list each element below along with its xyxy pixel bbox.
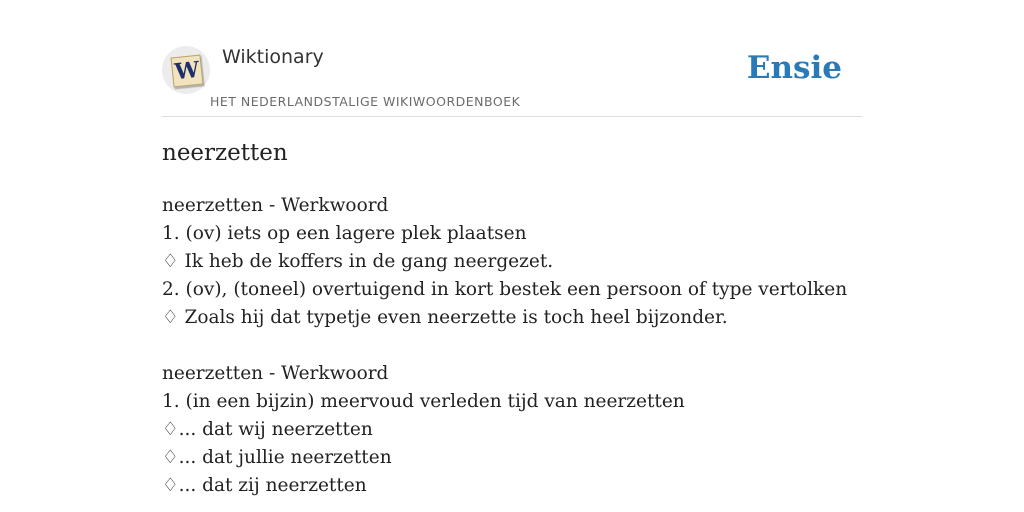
example-line: ♢ Ik heb de koffers in de gang neergezet. [162,251,554,272]
example-line: ♢ Zoals hij dat typetje even neerzette is toch heel bijzonder. [162,307,728,328]
example-line: ♢... dat zij neerzetten [162,475,367,496]
wiktionary-tile-icon: W [171,55,204,88]
ensie-brand-link[interactable]: Ensie [746,50,842,86]
definition-line: 1. (in een bijzin) meervoud verleden tijd van neerzetten [162,391,685,412]
entry-heading: neerzetten - Werkwoord [162,363,389,384]
entry-heading: neerzetten - Werkwoord [162,195,389,216]
definition-line: 1. (ov) iets op een lagere plek plaatsen [162,223,527,244]
definition-entry [162,360,882,500]
wiktionary-logo[interactable] [162,46,210,94]
site-subtitle: HET NEDERLANDSTALIGE WIKIWOORDENBOEK [210,94,521,109]
definition-list [162,192,882,512]
site-title[interactable]: Wiktionary [222,46,324,68]
example-line: ♢... dat wij neerzetten [162,419,373,440]
site-header [162,0,862,117]
example-line: ♢... dat jullie neerzetten [162,447,392,468]
definition-entry [162,192,882,332]
page-title: neerzetten [162,140,288,166]
definition-line: 2. (ov), (toneel) overtuigend in kort bestek een persoon of type vertolken [162,279,848,300]
